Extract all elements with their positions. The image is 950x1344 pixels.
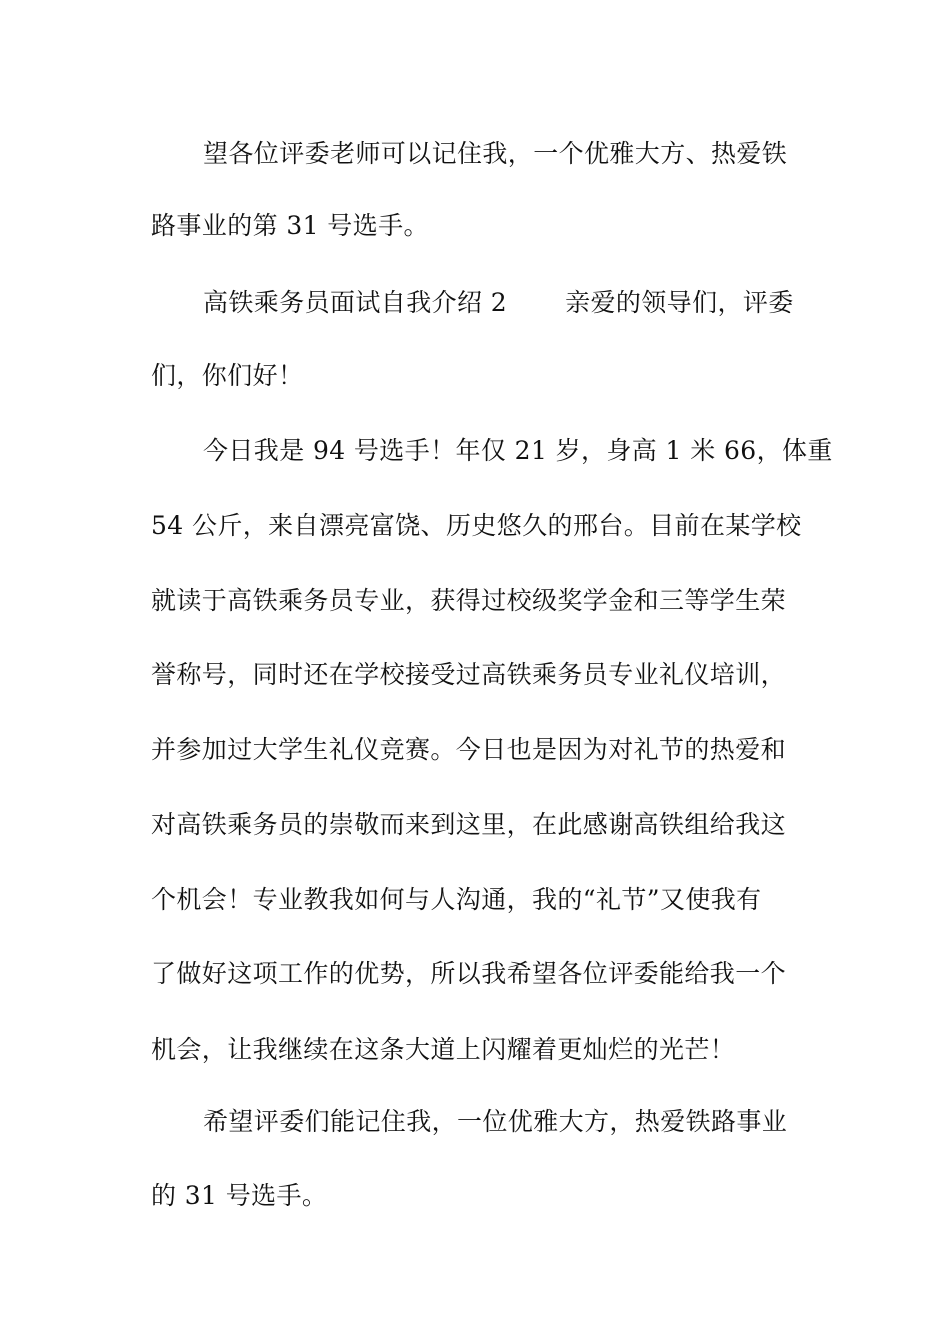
paragraph-3-line-7: 个机会！专业教我如何与人沟通，我的“礼节”又使我有 [151, 885, 762, 914]
paragraph-3-line-4: 誉称号，同时还在学校接受过高铁乘务员专业礼仪培训， [151, 660, 787, 689]
greeting-text: 亲爱的领导们，评委 [565, 288, 794, 317]
paragraph-3-line-3: 就读于高铁乘务员专业，获得过校级奖学金和三等学生荣 [151, 586, 787, 615]
paragraph-3-line-8: 了做好这项工作的优势，所以我希望各位评委能给我一个 [151, 959, 787, 988]
paragraph-3-line-1: 今日我是 94 号选手！年仅 21 岁，身高 1 米 66，体重 [203, 436, 833, 465]
paragraph-2-line-1 [203, 283, 863, 323]
paragraph-3-line-2: 54 公斤，来自漂亮富饶、历史悠久的邢台。目前在某学校 [151, 511, 802, 540]
section-heading: 高铁乘务员面试自我介绍 2 [203, 288, 508, 317]
paragraph-3-line-6: 对高铁乘务员的崇敬而来到这里，在此感谢高铁组给我这 [151, 810, 787, 839]
paragraph-1-line-1: 望各位评委老师可以记住我，一个优雅大方、热爱铁 [203, 139, 788, 168]
paragraph-3-line-9: 机会，让我继续在这条大道上闪耀着更灿烂的光芒！ [151, 1035, 736, 1064]
paragraph-1-line-2: 路事业的第 31 号选手。 [151, 211, 429, 240]
paragraph-4-line-2: 的 31 号选手。 [151, 1181, 328, 1210]
paragraph-4-line-1: 希望评委们能记住我，一位优雅大方，热爱铁路事业 [203, 1107, 788, 1136]
paragraph-3-line-5: 并参加过大学生礼仪竞赛。今日也是因为对礼节的热爱和 [151, 735, 787, 764]
paragraph-2-line-2: 们，你们好！ [151, 361, 304, 390]
